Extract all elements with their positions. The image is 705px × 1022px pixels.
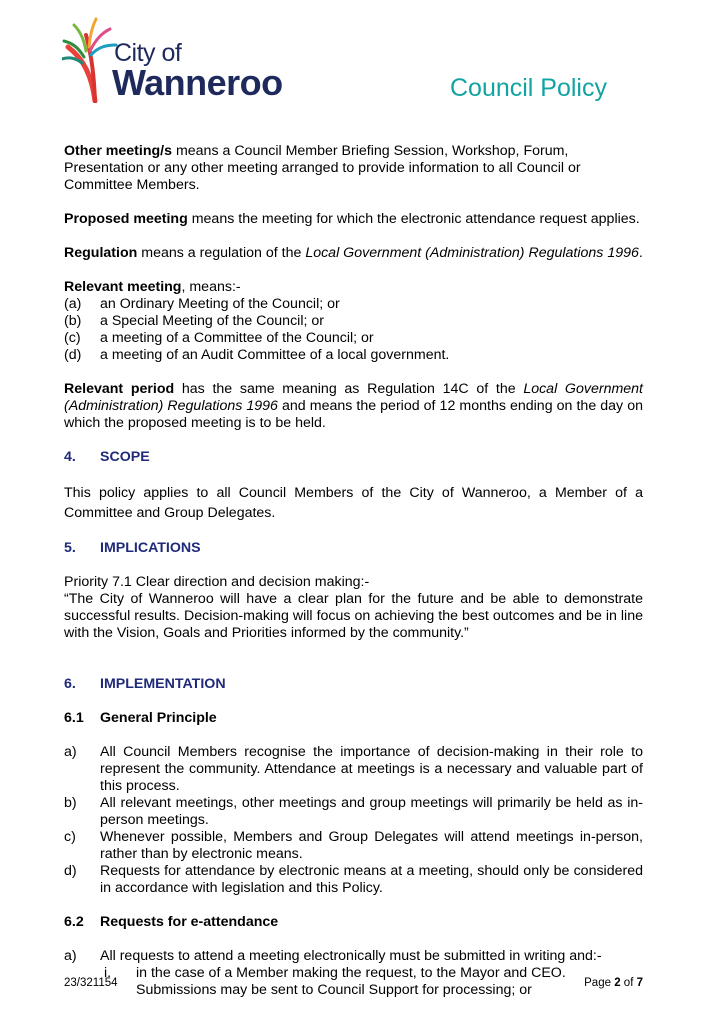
regulation-title: Local Government (Administration) Regulations 1996	[305, 245, 639, 261]
implications-quote: “The City of Wanneroo will have a clear plan for the future and be able to demonstrate successful results. Decision-making will focus on achieving the best outcomes and be in line with the Vision, Goals and Priorities informed by the community.”	[64, 591, 643, 641]
regulation-title: Local Government (Administration) Regulations 1996	[64, 381, 643, 414]
section-heading-implications: 5. IMPLICATIONS	[64, 540, 201, 556]
subsection-heading-general-principle: 6.1 General Principle	[64, 710, 217, 726]
definition-term: Regulation	[64, 245, 138, 261]
logo-wanneroo: Wanneroo	[112, 62, 283, 103]
document-reference: 23/321154	[64, 977, 118, 989]
implications-priority: Priority 7.1 Clear direction and decision making:-	[64, 574, 370, 590]
definition-term: Relevant meeting	[64, 279, 182, 295]
logo-city-of: City of	[114, 39, 182, 67]
definition-text: means the meeting for which the electronic attendance request applies.	[187, 211, 640, 227]
list-item: c) Whenever possible, Members and Group Delegates will attend meetings in-person, rather than by electronic means.	[64, 829, 643, 862]
list-item: i. in the case of a Member making the request, to the Mayor and CEO. Submissions may be sent to Council Support for processing; or	[104, 965, 566, 998]
list-item: a) All requests to attend a meeting electronically must be submitted in writing and:-	[64, 948, 602, 964]
subsection-heading-requests: 6.2 Requests for e-attendance	[64, 914, 279, 930]
definition-other-meetings	[64, 143, 643, 194]
definition-term: Proposed meeting	[64, 211, 188, 227]
definition-relevant-meeting: Relevant meeting, means:-	[64, 279, 241, 295]
definition-term: Other meeting/s	[64, 143, 173, 159]
list-item: d) Requests for attendance by electronic means at a meeting, should only be considered in accordance with legislation and this Policy.	[64, 863, 643, 896]
list-item: a) All Council Members recognise the importance of decision-making in their role to represent the community. Attendance at meetings is a necessary and valuable part of this process.	[64, 744, 643, 794]
list-item: (a) an Ordinary Meeting of the Council; or	[64, 296, 340, 312]
city-of-wanneroo-logo	[62, 17, 302, 103]
definition-regulation: Regulation means a regulation of the Local Government (Administration) Regulations 1996.	[64, 245, 643, 261]
definition-term: Relevant period	[64, 381, 175, 397]
scope-text: This policy applies to all Council Members of the City of Wanneroo, a Member of a Committee and Group Delegates.	[64, 485, 643, 521]
section-heading-implementation: 6. IMPLEMENTATION	[64, 676, 226, 692]
list-item: (c) a meeting of a Committee of the Council; or	[64, 330, 374, 346]
definition-text: means a Council Member Briefing Session, Workshop, Forum, Presentation or any other meeting arranged to provide information to all Council or Committee Members.	[64, 143, 581, 193]
section-heading-scope: 4. SCOPE	[64, 449, 150, 465]
page-number: Page 2 of 7	[584, 977, 643, 989]
list-item: (d) a meeting of an Audit Committee of a local government.	[64, 347, 450, 363]
definition-proposed-meeting	[64, 211, 643, 228]
list-item: b) All relevant meetings, other meetings and group meetings will primarily be held as in-person meetings.	[64, 795, 643, 828]
policy-body	[64, 143, 643, 999]
list-item: (b) a Special Meeting of the Council; or	[64, 313, 324, 329]
document-type-title: Council Policy	[449, 74, 607, 102]
definition-relevant-period: Relevant period has the same meaning as Regulation 14C of the Local Government (Administration) Regulations 1996 and means the period of 12 months ending on the day on which the proposed meeting is to be held.	[64, 381, 643, 431]
